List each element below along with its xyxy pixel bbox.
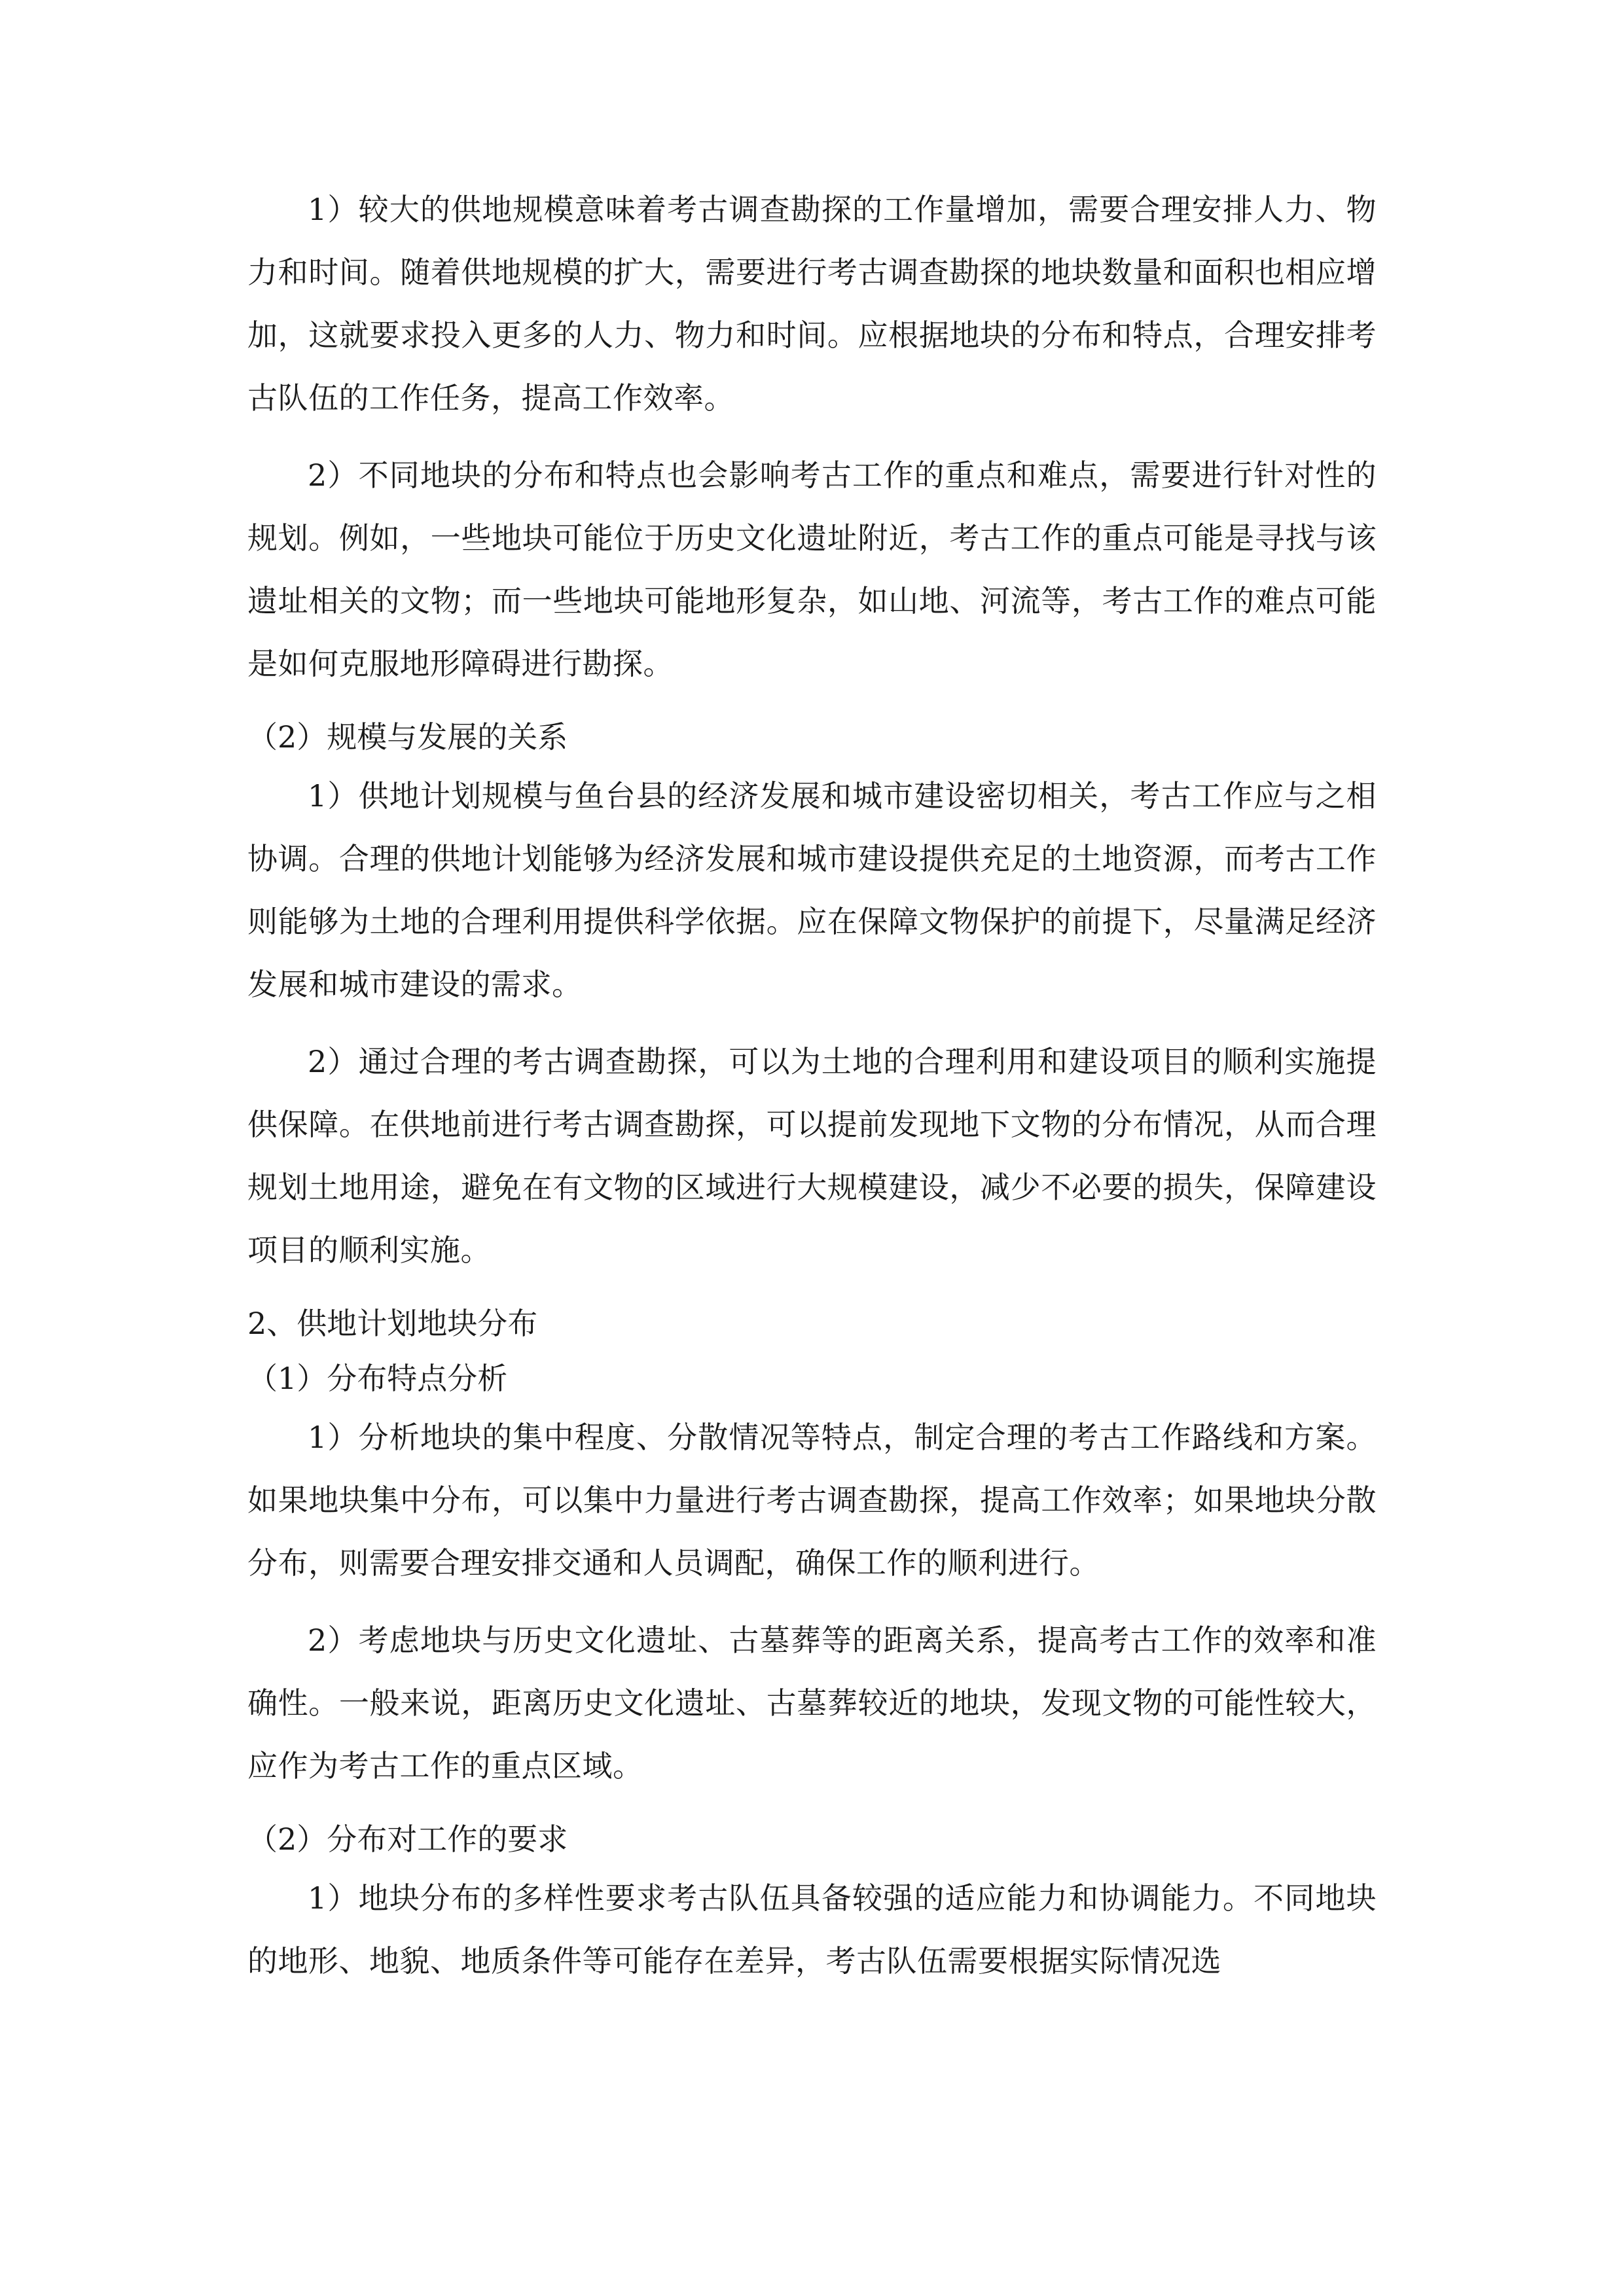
heading-distribution-analysis: （1）分布特点分析: [247, 1361, 508, 1396]
paragraph-reasonable-survey: 2）通过合理的考古调查勘探，可以为土地的合理利用和建设项目的顺利实施提供保障。在供地前进行考古调查勘探，可以提前发现地下文物的分布情况，从而合理规划土地用途，避免在有文物的区域进行大规模建设，减少不必要的损失，保障建设项目的顺利实施。: [247, 1044, 1377, 1268]
document-body: [247, 178, 1377, 2007]
paragraph-workload: 1）较大的供地规模意味着考古调查勘探的工作量增加，需要合理安排人力、物力和时间。随着供地规模的扩大，需要进行考古调查勘探的地块数量和面积也相应增加，这就要求投入更多的人力、物力和时间。应根据地块的分布和特点，合理安排考古队伍的工作任务，提高工作效率。: [247, 192, 1377, 416]
heading-distribution-requirements: （2）分布对工作的要求: [247, 1821, 568, 1857]
paragraph-concentration: 1）分析地块的集中程度、分散情况等特点，制定合理的考古工作路线和方案。如果地块集中分布，可以集中力量进行考古调查勘探，提高工作效率；如果地块分散分布，则需要合理安排交通和人员调配，确保工作的顺利进行。: [247, 1420, 1377, 1581]
paragraph-economic-development: 1）供地计划规模与鱼台县的经济发展和城市建设密切相关，考古工作应与之相协调。合理的供地计划能够为经济发展和城市建设提供充足的土地资源，而考古工作则能够为土地的合理利用提供科学依据。应在保障文物保护的前提下，尽量满足经济发展和城市建设的需求。: [247, 778, 1377, 1002]
heading-scale-development: （2）规模与发展的关系: [247, 719, 568, 755]
paragraph-plot-features: 2）不同地块的分布和特点也会影响考古工作的重点和难点，需要进行针对性的规划。例如，一些地块可能位于历史文化遗址附近，考古工作的重点可能是寻找与该遗址相关的文物；而一些地块可能地形复杂，如山地、河流等，考古工作的难点可能是如何克服地形障碍进行勘探。: [247, 457, 1377, 681]
paragraph-diversity: 1）地块分布的多样性要求考古队伍具备较强的适应能力和协调能力。不同地块的地形、地貌、地质条件等可能存在差异，考古队伍需要根据实际情况选: [247, 1880, 1377, 1979]
paragraph-distance-relation: 2）考虑地块与历史文化遗址、古墓葬等的距离关系，提高考古工作的效率和准确性。一般来说，距离历史文化遗址、古墓葬较近的地块，发现文物的可能性较大，应作为考古工作的重点区域。: [247, 1623, 1377, 1784]
heading-plot-distribution: 2、供地计划地块分布: [247, 1306, 538, 1341]
